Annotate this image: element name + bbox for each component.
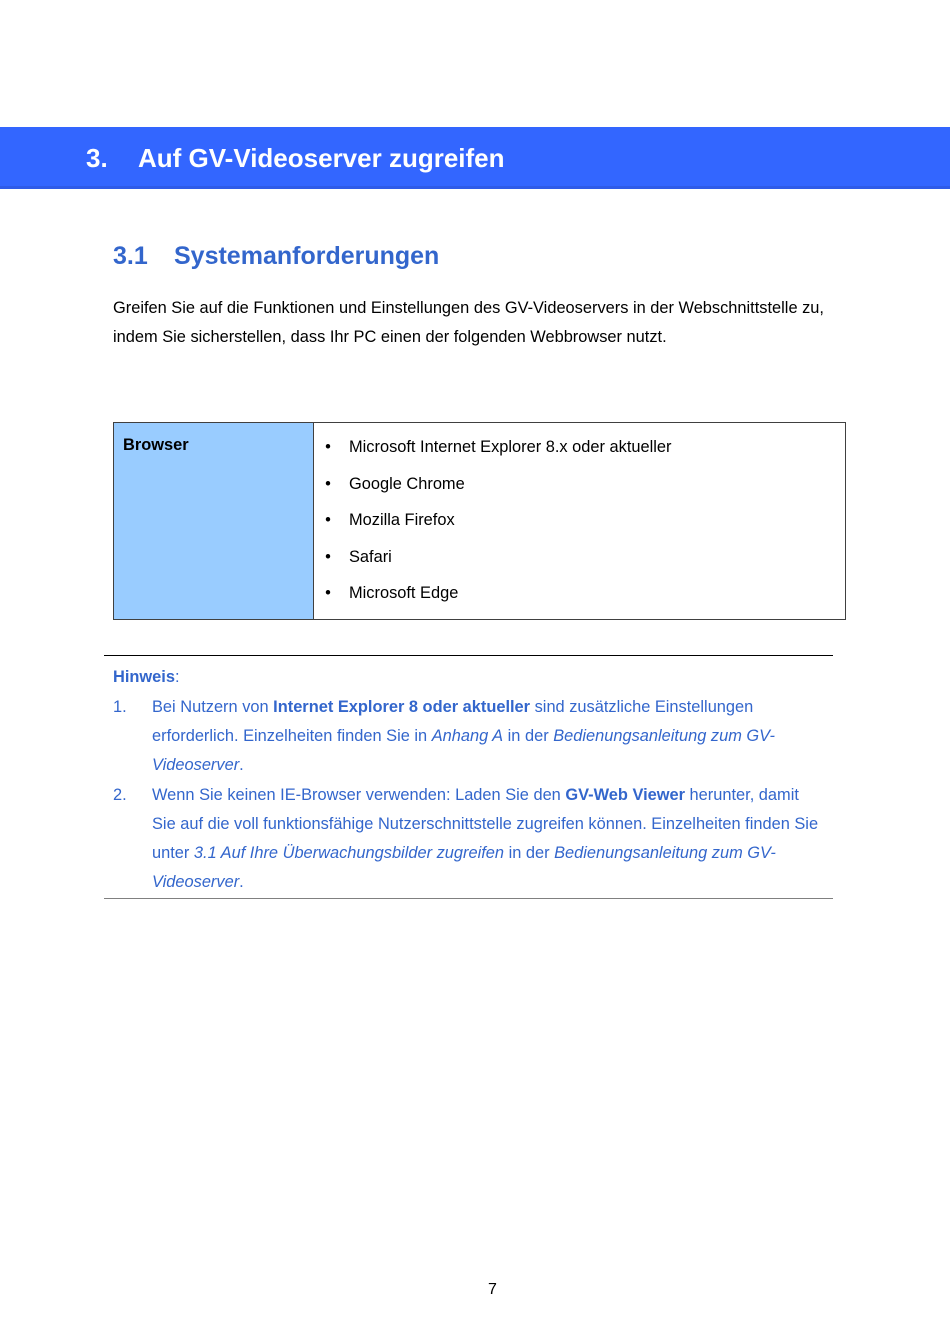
- note-text: .: [239, 873, 244, 891]
- note-heading-label: Hinweis: [113, 668, 175, 686]
- chapter-header-bar: [0, 127, 950, 189]
- note-text: Wenn Sie keinen IE-Browser verwenden: Laden Sie den: [152, 786, 566, 804]
- note-emphasis: GV-Web Viewer: [565, 786, 685, 804]
- browser-name: Google Chrome: [349, 474, 465, 493]
- table-row: [114, 423, 846, 620]
- intro-paragraph: Greifen Sie auf die Funktionen und Einstellungen des GV-Videoservers in der Webschnittstelle zu, indem Sie sicherstellen, dass Ihr PC einen der folgenden Webbrowser nutzt.: [113, 299, 824, 346]
- note-text: herunter, damit Sie auf die voll funktionsfähige Nutzerschnittstelle zugreifen können. Einzelheiten finden Sie unter: [152, 786, 819, 862]
- list-item: [314, 582, 845, 619]
- requirement-value-cell: [314, 423, 846, 620]
- note-box: [104, 655, 833, 899]
- note-text: sind zusätzliche Einstellungen erforderlich. Einzelheiten finden Sie in: [152, 698, 754, 745]
- note-item-number: 1.: [113, 698, 127, 716]
- note-list: [113, 693, 825, 897]
- browser-name: Microsoft Edge: [349, 584, 459, 603]
- section-number: 3.1: [113, 242, 148, 270]
- bullet-icon: •: [325, 547, 331, 566]
- note-text: in der: [504, 844, 555, 862]
- bullet-icon: •: [325, 511, 331, 530]
- note-reference: 3.1 Auf Ihre Überwachungsbilder zugreifen: [193, 844, 505, 862]
- note-emphasis: Internet Explorer 8 oder aktueller: [273, 698, 531, 716]
- note-heading: [113, 666, 180, 688]
- system-requirements-table: [113, 422, 846, 620]
- requirement-label: Browser: [123, 436, 189, 454]
- list-item: [314, 546, 845, 583]
- note-text: Bei Nutzern von: [152, 698, 274, 716]
- chapter-title-text: Auf GV-Videoserver zugreifen: [138, 143, 505, 173]
- browser-name: Safari: [349, 547, 392, 566]
- note-item: [113, 693, 825, 780]
- bullet-icon: •: [325, 474, 331, 493]
- list-item: [314, 509, 845, 546]
- bullet-icon: •: [325, 438, 331, 456]
- chapter-title: [86, 127, 505, 189]
- list-item: [314, 473, 845, 510]
- section-title: [113, 242, 439, 271]
- section-title-text: Systemanforderungen: [174, 242, 440, 270]
- chapter-number: 3.: [86, 143, 108, 173]
- bullet-icon: •: [325, 584, 331, 603]
- page-number: 7: [488, 1281, 497, 1298]
- note-item: [113, 781, 825, 897]
- note-reference: Bedienungsanleitung zum GV-Videoserver: [152, 844, 776, 891]
- note-reference: Anhang A: [431, 727, 504, 745]
- note-item-number: 2.: [113, 786, 127, 804]
- note-text: in der: [503, 727, 554, 745]
- browser-name: Mozilla Firefox: [349, 511, 455, 530]
- note-heading-colon: :: [174, 668, 180, 686]
- note-reference: Bedienungsanleitung zum GV-Videoserver: [152, 727, 775, 774]
- browser-name: Microsoft Internet Explorer 8.x oder aktueller: [349, 438, 672, 456]
- requirement-label-cell: [114, 423, 314, 620]
- list-item: [314, 436, 845, 473]
- note-text: .: [239, 756, 244, 774]
- browser-list: [314, 423, 845, 619]
